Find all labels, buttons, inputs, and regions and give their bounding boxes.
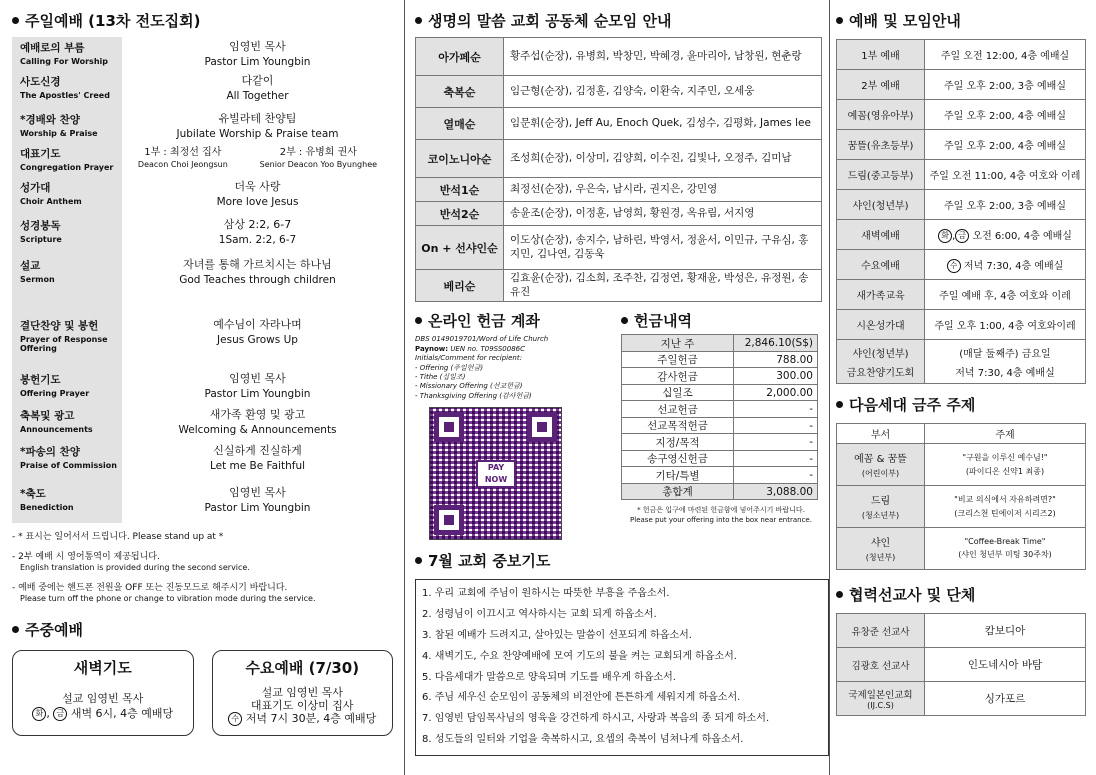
prayer-item: 7. 임영빈 담임목사님의 영육을 강건하게 하시고, 사랑과 복음의 종 되게 하소서. bbox=[422, 713, 770, 725]
offering-amount: - bbox=[734, 450, 818, 467]
table-row bbox=[416, 140, 822, 178]
schedule-time-text: 주일 오후 1:00, 4층 여호와이레 bbox=[934, 321, 1076, 332]
group-members: 김효윤(순장), 김소희, 조주찬, 김정연, 황재윤, 박성은, 유정원, 송유진 bbox=[504, 270, 822, 302]
offering-amount: 2,000.00 bbox=[734, 384, 818, 401]
order-line-ko: 더욱 사랑 bbox=[234, 180, 281, 193]
qr-finder-icon bbox=[434, 505, 464, 535]
group-name: 열매순 bbox=[416, 108, 504, 140]
note bbox=[12, 531, 393, 543]
schedule-time-text: 주일 오전 11:00, 4층 여호와 이레 bbox=[929, 171, 1081, 182]
table-row bbox=[622, 401, 818, 418]
note bbox=[12, 551, 393, 574]
table-row bbox=[416, 202, 822, 226]
order-label-ko: 봉헌기도 bbox=[20, 374, 61, 386]
prayer-item: 5. 다음세대가 말씀으로 양육되며 기도를 배우게 하옵소서. bbox=[422, 671, 676, 683]
sunday-section-title: 주일예배 (13차 전도집회) bbox=[12, 10, 393, 31]
table-row bbox=[622, 351, 818, 368]
order-label-ko: 예배로의 부름 bbox=[20, 42, 85, 54]
department-name: 샤인 bbox=[870, 538, 891, 549]
order-row bbox=[12, 109, 393, 143]
table-row bbox=[837, 444, 1086, 486]
order-content bbox=[122, 405, 393, 441]
group-name: 반석2순 bbox=[416, 202, 504, 226]
offering-table bbox=[621, 334, 818, 500]
table-row bbox=[416, 76, 822, 108]
order-label-ko: 축복및 광고 bbox=[20, 410, 75, 422]
wednesday-time: 수 저녁 7시 30분, 4층 예배당 bbox=[213, 712, 393, 726]
table-row bbox=[837, 40, 1086, 70]
order-line-en: Pastor Lim Youngbin bbox=[204, 501, 311, 514]
day-circle-icon: 수 bbox=[947, 259, 961, 273]
order-label-ko: *파송의 찬양 bbox=[20, 446, 80, 458]
offering-type-label: 선교헌금 bbox=[622, 401, 734, 418]
order-content bbox=[122, 177, 393, 215]
schedule-time-text: 주일 오후 2:00, 4층 예배실 bbox=[944, 141, 1066, 152]
order-line-en: Jubilate Worship & Praise team bbox=[176, 127, 339, 140]
offering-row bbox=[415, 310, 822, 540]
theme bbox=[925, 486, 1086, 528]
order-line-ko: 삼상 2:2, 6-7 bbox=[223, 218, 292, 231]
prayer-item: 1. 우리 교회에 주님이 원하시는 따뜻한 부흥을 주옵소서. bbox=[422, 588, 670, 600]
group-members: 최정선(순장), 우은숙, 남시라, 권지은, 강민영 bbox=[504, 178, 822, 202]
offering-type: - Tithe (십일조) bbox=[415, 373, 466, 382]
order-line-ko: 임영빈 목사 bbox=[229, 40, 286, 53]
missionary-name bbox=[837, 682, 925, 716]
order-line-en: More love Jesus bbox=[216, 195, 299, 208]
tuesday-circle-icon: 화 bbox=[32, 707, 46, 721]
note-main: - 2부 예배 시 영어통역이 제공됩니다. bbox=[12, 552, 160, 563]
order-label-ko: *경배와 찬양 bbox=[20, 114, 80, 126]
schedule-name: 드림(중고등부) bbox=[837, 160, 925, 190]
prayer-item: 2. 성령님이 이끄시고 역사하시는 교회 되게 하옵소서. bbox=[422, 609, 657, 621]
table-row bbox=[622, 483, 818, 500]
table-row bbox=[837, 130, 1086, 160]
order-label bbox=[12, 255, 122, 315]
order-label-en: Congregation Prayer bbox=[20, 163, 114, 172]
schedule-time bbox=[925, 100, 1086, 130]
order-label-ko: *축도 bbox=[20, 488, 46, 500]
theme-sub: (파이디온 신약1 최종) bbox=[965, 467, 1045, 476]
offering-type-label: 십일조 bbox=[622, 384, 734, 401]
order-line-ko: 신실하게 진실하게 bbox=[213, 444, 302, 457]
group-name: 코이노니아순 bbox=[416, 140, 504, 178]
bullet-icon bbox=[415, 557, 422, 564]
qr-finder-icon bbox=[527, 412, 557, 442]
order-line-en: Let me Be Faithful bbox=[209, 459, 306, 472]
order-row bbox=[12, 441, 393, 483]
mission-location: 인도네시아 바탐 bbox=[925, 648, 1086, 682]
theme bbox=[925, 444, 1086, 486]
order-row bbox=[12, 369, 393, 405]
offering-type-label: 총합계 bbox=[622, 483, 734, 500]
schedule-time-text: 오전 6:00, 4층 예배실 bbox=[972, 230, 1072, 242]
offering-amount: - bbox=[734, 401, 818, 418]
bullet-icon bbox=[836, 17, 843, 24]
group-name: On + 선샤인순 bbox=[416, 226, 504, 270]
table-row bbox=[837, 340, 1086, 384]
table-row bbox=[622, 467, 818, 484]
order-label-en: The Apostles' Creed bbox=[20, 91, 110, 100]
bullet-icon bbox=[621, 317, 628, 324]
themes-table bbox=[836, 423, 1086, 570]
order-label-en: Announcements bbox=[20, 425, 93, 434]
group-members: 이도상(순장), 송지수, 남하린, 박영서, 정윤서, 이민규, 구유심, 홍지민, 김나연, 김동욱 bbox=[504, 226, 822, 270]
schedule-time-text: 주일 오후 2:00, 3층 예배실 bbox=[944, 201, 1066, 212]
order-label bbox=[12, 483, 122, 523]
order-label-en: Praise of Commission bbox=[20, 461, 117, 470]
note-sub: English translation is provided during the second service. bbox=[20, 563, 250, 573]
order-content bbox=[122, 37, 393, 71]
missionary-name bbox=[837, 648, 925, 682]
paynow-qr-code bbox=[429, 407, 562, 540]
order-line-ko: 임영빈 목사 bbox=[229, 372, 286, 385]
schedule-table bbox=[836, 39, 1086, 384]
column-groups-offering bbox=[405, 0, 830, 775]
order-line-en: Welcoming & Announcements bbox=[178, 423, 337, 436]
table-row bbox=[837, 160, 1086, 190]
order-row bbox=[12, 483, 393, 523]
table-row bbox=[837, 280, 1086, 310]
offering-type-label: 감사헌금 bbox=[622, 368, 734, 385]
table-row bbox=[416, 38, 822, 76]
order-label-en: Choir Anthem bbox=[20, 197, 82, 206]
paynow-logo: PAY NOW bbox=[476, 460, 516, 488]
order-content bbox=[122, 483, 393, 523]
offering-amount: 2,846.10(S$) bbox=[734, 335, 818, 352]
offering-section-title: 헌금내역 bbox=[621, 310, 821, 331]
department-name: 드림 bbox=[870, 496, 891, 507]
order-line-ko: 자녀를 통해 가르치시는 하나님 bbox=[183, 258, 332, 271]
online-section-title: 온라인 헌금 계좌 bbox=[415, 310, 613, 331]
order-line-ko: 새가족 환영 및 광고 bbox=[209, 408, 306, 421]
group-members: 조성희(순장), 이상미, 김양희, 이수진, 김빛나, 오정주, 김미남 bbox=[504, 140, 822, 178]
order-label bbox=[12, 405, 122, 441]
groups-table bbox=[415, 37, 822, 302]
table-row bbox=[622, 417, 818, 434]
prayer-list bbox=[415, 579, 829, 755]
bullet-icon bbox=[415, 317, 422, 324]
order-row bbox=[12, 215, 393, 255]
schedule-time bbox=[925, 190, 1086, 220]
theme bbox=[925, 528, 1086, 570]
day-circle-icon: 화 bbox=[938, 229, 952, 243]
department-sub: (청년부) bbox=[865, 553, 896, 562]
department bbox=[837, 528, 925, 570]
dawn-prayer-box: 새벽기도 설교 임영빈 목사 화 , 금 새벽 6시, 4층 예배당 bbox=[12, 650, 194, 736]
order-of-service bbox=[12, 37, 393, 523]
order-row bbox=[12, 255, 393, 315]
offering-amount: 788.00 bbox=[734, 351, 818, 368]
leader-en: Deacon Choi Jeongsun bbox=[137, 159, 228, 169]
group-name: 아가페순 bbox=[416, 38, 504, 76]
order-content bbox=[122, 369, 393, 405]
group-name: 반석1순 bbox=[416, 178, 504, 202]
offering-type: - Thanksgiving Offering (감사헌금) bbox=[415, 391, 532, 400]
schedule-time-text: 저녁 7:30, 4층 예배실 bbox=[963, 260, 1064, 272]
schedule-name: 시온성가대 bbox=[837, 310, 925, 340]
note-main: - * 표시는 일어서서 드립니다. Please stand up at * bbox=[12, 532, 224, 542]
missions-section-title: 협력선교사 및 단체 bbox=[836, 584, 1088, 605]
table-row bbox=[837, 682, 1086, 716]
schedule-name: 1부 예배 bbox=[837, 40, 925, 70]
order-line-ko: 예수님이 자라나며 bbox=[213, 318, 302, 331]
theme-title: "구원을 이루신 예수님!" bbox=[962, 453, 1048, 462]
order-label-en: Offering Prayer bbox=[20, 389, 90, 398]
order-content bbox=[122, 143, 393, 177]
bullet-icon bbox=[12, 626, 19, 633]
schedule-time: 화 , 금 오전 6:00, 4층 예배실 bbox=[925, 220, 1086, 250]
schedule-name bbox=[837, 340, 925, 384]
order-label bbox=[12, 109, 122, 143]
order-label bbox=[12, 369, 122, 405]
schedule-section-title: 예배 및 모임안내 bbox=[836, 10, 1088, 31]
table-row bbox=[837, 100, 1086, 130]
table-row bbox=[837, 70, 1086, 100]
offering-type: - Offering (주일헌금) bbox=[415, 363, 484, 372]
order-line-ko: 다같이 bbox=[241, 74, 274, 87]
order-label-ko: 결단찬양 및 봉헌 bbox=[20, 320, 99, 332]
online-offering bbox=[415, 310, 613, 540]
department-sub: (어린이부) bbox=[861, 469, 900, 478]
prayer-item: 6. 주님 세우신 순모임이 공동체의 비전안에 튼튼하게 세워지게 하옵소서. bbox=[422, 692, 741, 704]
qr-finder-icon bbox=[434, 412, 464, 442]
order-label-ko: 설교 bbox=[20, 260, 41, 272]
schedule-time bbox=[925, 250, 1086, 280]
order-label-en: Sermon bbox=[20, 275, 55, 284]
table-row bbox=[622, 335, 818, 352]
offering-note: * 헌금은 입구에 마련된 헌금함에 넣어주시기 바랍니다. Please put your offering into the box near entrance. bbox=[630, 506, 812, 524]
order-line-en: Jesus Grows Up bbox=[217, 333, 298, 346]
note bbox=[12, 582, 393, 605]
order-line-ko: 임영빈 목사 bbox=[229, 486, 286, 499]
offering-amount: - bbox=[734, 467, 818, 484]
schedule-time bbox=[925, 70, 1086, 100]
missionary-name-line: 김광호 선교사 bbox=[851, 660, 910, 672]
schedule-name: 새벽예배 bbox=[837, 220, 925, 250]
leader-ko: 1부 : 최정선 집사 bbox=[144, 147, 222, 158]
offering-type-label: 주일헌금 bbox=[622, 351, 734, 368]
order-content bbox=[122, 215, 393, 255]
dawn-time: 화 , 금 새벽 6시, 4층 예배당 bbox=[13, 707, 193, 721]
group-name: 베리순 bbox=[416, 270, 504, 302]
bullet-icon bbox=[415, 17, 422, 24]
leader-ko: 2부 : 유병희 권사 bbox=[279, 147, 357, 158]
friday-circle-icon: 금 bbox=[53, 707, 67, 721]
order-content bbox=[122, 71, 393, 109]
order-label-en: Prayer of Response Offering bbox=[20, 335, 108, 353]
order-content bbox=[122, 109, 393, 143]
table-row bbox=[622, 450, 818, 467]
order-line-en: 1Sam. 2:2, 6-7 bbox=[218, 233, 297, 246]
column-header: 주제 bbox=[925, 424, 1086, 444]
order-label-ko: 사도신경 bbox=[20, 76, 61, 88]
schedule-time-line: 저녁 7:30, 4층 예배실 bbox=[955, 367, 1055, 379]
department bbox=[837, 444, 925, 486]
table-row bbox=[416, 178, 822, 202]
order-row bbox=[12, 177, 393, 215]
order-label-en: Calling For Worship bbox=[20, 57, 108, 66]
order-label-ko: 성경봉독 bbox=[20, 220, 61, 232]
offering-type-label: 지난 주 bbox=[622, 335, 734, 352]
schedule-name: 수요예배 bbox=[837, 250, 925, 280]
prayer-leader bbox=[138, 146, 228, 170]
schedule-name: 예꼼(영유아부) bbox=[837, 100, 925, 130]
order-row bbox=[12, 143, 393, 177]
schedule-name-line: 금요찬양기도회 bbox=[846, 367, 915, 379]
theme-sub: (크리스천 틴에이저 시리즈2) bbox=[954, 509, 1056, 518]
offering-summary bbox=[621, 310, 821, 540]
schedule-time-line: (매달 둘째주) 금요일 bbox=[959, 348, 1051, 360]
order-line-en: Pastor Lim Youngbin bbox=[204, 55, 311, 68]
table-row bbox=[837, 190, 1086, 220]
order-label bbox=[12, 37, 122, 71]
department-sub: (청소년부) bbox=[861, 511, 900, 520]
schedule-time-text: 주일 오후 2:00, 3층 예배실 bbox=[944, 81, 1066, 92]
offering-type-label: 송구영신헌금 bbox=[622, 450, 734, 467]
order-content bbox=[122, 315, 393, 369]
table-row bbox=[416, 226, 822, 270]
theme-title: "비교 의식에서 자유하려면?" bbox=[954, 495, 1056, 504]
prayer-leader bbox=[260, 146, 377, 170]
schedule-time bbox=[925, 310, 1086, 340]
offering-amount: 3,088.00 bbox=[734, 483, 818, 500]
table-row bbox=[416, 270, 822, 302]
note-main: - 예배 중에는 핸드폰 전원을 OFF 또는 진동모드로 해주시기 바랍니다. bbox=[12, 583, 288, 594]
prayer-item: 3. 참된 예배가 드려지고, 살아있는 말씀이 선포되게 하옵소서. bbox=[422, 629, 692, 641]
order-content bbox=[122, 255, 393, 315]
table-row bbox=[622, 434, 818, 451]
schedule-name: 꿈뜰(유초등부) bbox=[837, 130, 925, 160]
schedule-time-text: 주일 예배 후, 4층 여호와 이레 bbox=[939, 291, 1071, 302]
order-row bbox=[12, 37, 393, 71]
offering-amount: - bbox=[734, 434, 818, 451]
table-row bbox=[837, 486, 1086, 528]
bullet-icon bbox=[12, 17, 19, 24]
column-header: 부서 bbox=[837, 424, 925, 444]
table-row bbox=[837, 250, 1086, 280]
offering-amount: 300.00 bbox=[734, 368, 818, 385]
prayer-item: 4. 새벽기도, 수요 찬양예배에 모여 기도의 불을 켜는 교회되게 하옵소서. bbox=[422, 650, 737, 662]
bullet-icon bbox=[836, 591, 843, 598]
order-row bbox=[12, 315, 393, 369]
order-row bbox=[12, 405, 393, 441]
schedule-name-line: 샤인(청년부) bbox=[852, 348, 909, 360]
table-row bbox=[837, 310, 1086, 340]
schedule-name: 샤인(청년부) bbox=[837, 190, 925, 220]
service-notes bbox=[12, 531, 393, 605]
leader-en: Senior Deacon Yoo Byunghee bbox=[259, 159, 378, 169]
department bbox=[837, 486, 925, 528]
order-label-en: Worship & Praise bbox=[20, 129, 98, 138]
group-name: 축복순 bbox=[416, 76, 504, 108]
column-schedule bbox=[830, 0, 1096, 775]
schedule-time bbox=[925, 130, 1086, 160]
group-members: 임근형(순장), 김정훈, 김양숙, 이환숙, 지주민, 오세웅 bbox=[504, 76, 822, 108]
table-header-row bbox=[837, 424, 1086, 444]
missionary-name-line: 국제일본인교회 bbox=[848, 690, 913, 701]
column-sunday-worship bbox=[0, 0, 405, 775]
order-line-en: All Together bbox=[226, 89, 289, 102]
table-row bbox=[837, 528, 1086, 570]
day-circle-icon: 금 bbox=[955, 229, 969, 243]
order-label bbox=[12, 441, 122, 483]
order-label-en: Scripture bbox=[20, 235, 62, 244]
group-members: 황주섭(순장), 유병희, 박창민, 박혜경, 윤마리아, 남창원, 현춘랑 bbox=[504, 38, 822, 76]
order-label bbox=[12, 215, 122, 255]
order-label bbox=[12, 177, 122, 215]
schedule-time bbox=[925, 160, 1086, 190]
table-row bbox=[837, 614, 1086, 648]
missionary-name bbox=[837, 614, 925, 648]
offering-type-label: 선교목적헌금 bbox=[622, 417, 734, 434]
order-label-ko: 대표기도 bbox=[20, 148, 61, 160]
order-line-en: Pastor Lim Youngbin bbox=[204, 387, 311, 400]
schedule-name: 새가족교육 bbox=[837, 280, 925, 310]
midweek-section-title: 주중예배 bbox=[12, 619, 393, 640]
schedule-time-text: 주일 오전 12:00, 4층 예배실 bbox=[940, 51, 1070, 62]
schedule-time-text: 주일 오후 2:00, 4층 예배실 bbox=[944, 111, 1066, 122]
mission-location: 캄보디아 bbox=[925, 614, 1086, 648]
wednesday-service-box: 수요예배 (7/30) 설교 임영빈 목사 대표기도 이상미 집사 수 저녁 7시 30분, 4층 예배당 bbox=[212, 650, 394, 736]
prayer-item: 8. 성도들의 일터와 기업을 축복하시고, 요셉의 축복이 넘쳐나게 하옵소서. bbox=[422, 733, 744, 745]
prayer-section-title: 7월 교회 중보기도 bbox=[415, 550, 822, 571]
themes-section-title: 다음세대 금주 주제 bbox=[836, 394, 1088, 415]
offering-type: - Missionary Offering (선교헌금) bbox=[415, 382, 523, 391]
order-label-en: Benediction bbox=[20, 503, 74, 512]
table-row bbox=[622, 368, 818, 385]
table-row bbox=[622, 384, 818, 401]
schedule-time bbox=[925, 40, 1086, 70]
midweek-services bbox=[12, 650, 393, 736]
missionary-name-line: 유창준 선교사 bbox=[851, 626, 910, 638]
theme-sub: (샤인 청년부 미팅 30주차) bbox=[958, 550, 1052, 559]
bullet-icon bbox=[836, 401, 843, 408]
group-members: 송윤조(순장), 이정훈, 남영희, 황원경, 옥유림, 서지영 bbox=[504, 202, 822, 226]
table-row bbox=[416, 108, 822, 140]
wednesday-circle-icon: 수 bbox=[228, 712, 242, 726]
order-label bbox=[12, 71, 122, 109]
department-name: 예꼼 & 꿈뜰 bbox=[854, 454, 907, 465]
table-row bbox=[837, 648, 1086, 682]
prayer-leaders bbox=[122, 146, 393, 170]
schedule-time bbox=[925, 280, 1086, 310]
order-line-ko: 유빌라테 찬양팀 bbox=[218, 112, 297, 125]
group-members: 임문휘(순장), Jeff Au, Enoch Quek, 김성수, 김평화, James lee bbox=[504, 108, 822, 140]
order-content bbox=[122, 441, 393, 483]
missions-table bbox=[836, 613, 1086, 716]
offering-type-label: 지정/목적 bbox=[622, 434, 734, 451]
order-label-ko: 성가대 bbox=[20, 182, 51, 194]
offering-type-label: 기타/특별 bbox=[622, 467, 734, 484]
missionary-name-sub: (IJ.C.S) bbox=[867, 701, 894, 710]
order-line-en: God Teaches through children bbox=[179, 273, 336, 286]
schedule-name: 2부 예배 bbox=[837, 70, 925, 100]
offering-amount: - bbox=[734, 417, 818, 434]
account-info: DBS 0149019701/Word of Life Church Paynow: UEN no. T09SS0086C Initials/Comment for recipient: - Offering (주일헌금) - Tithe (십일조) - Missionary Offering (선교헌금) - Thanksgiving Offering (감사헌금) bbox=[415, 335, 613, 401]
order-label bbox=[12, 143, 122, 177]
table-row bbox=[837, 220, 1086, 250]
schedule-time bbox=[925, 340, 1086, 384]
mission-location: 싱가포르 bbox=[925, 682, 1086, 716]
note-sub: Please turn off the phone or change to vibration mode during the service. bbox=[20, 594, 316, 604]
order-row bbox=[12, 71, 393, 109]
order-label bbox=[12, 315, 122, 369]
theme-title: "Coffee-Break Time" bbox=[964, 537, 1046, 546]
groups-section-title: 생명의 말씀 교회 공동체 순모임 안내 bbox=[415, 10, 822, 31]
